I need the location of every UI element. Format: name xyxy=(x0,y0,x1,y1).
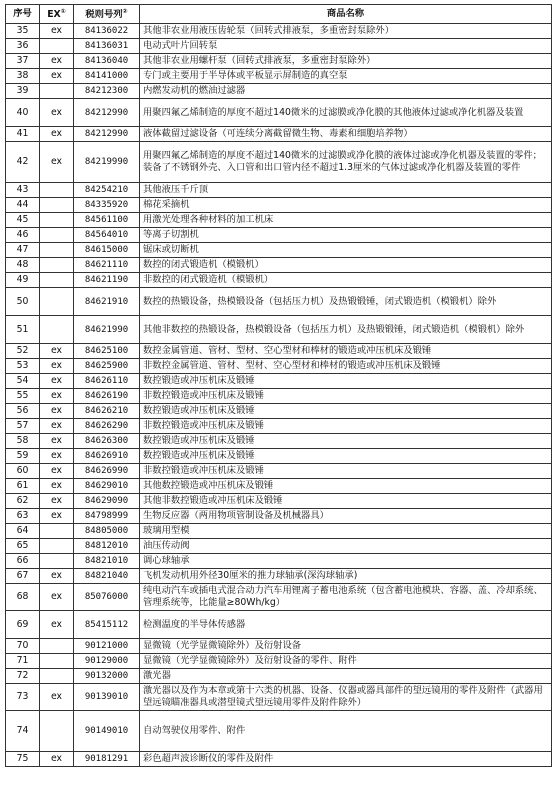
header-seq: 序号 xyxy=(6,5,40,24)
row-code: 84136022 xyxy=(74,24,140,39)
row-code: 90149010 xyxy=(74,711,140,752)
row-code: 90181291 xyxy=(74,752,140,767)
row-ex: ex xyxy=(40,449,74,464)
tariff-table-container xyxy=(5,4,551,767)
table-row xyxy=(6,752,552,767)
table-row xyxy=(6,711,552,752)
row-ex xyxy=(40,84,74,99)
row-name: 数控金属管道、管材、型材、空心型材和棒材的锻造或冲压机床及锻锤 xyxy=(140,344,552,359)
row-name: 数控锻造或冲压机床及锻锤 xyxy=(140,404,552,419)
row-ex xyxy=(40,243,74,258)
header-ex-footnote: ① xyxy=(60,8,66,16)
row-code: 90129000 xyxy=(74,654,140,669)
row-name: 用激光处理各种材料的加工机床 xyxy=(140,213,552,228)
table-row xyxy=(6,669,552,684)
row-ex: ex xyxy=(40,54,74,69)
row-ex xyxy=(40,213,74,228)
header-code: 税则号列② xyxy=(74,5,140,24)
table-row xyxy=(6,684,552,711)
row-ex: ex xyxy=(40,419,74,434)
row-seq: 45 xyxy=(6,213,40,228)
row-code: 84254210 xyxy=(74,183,140,198)
row-code: 84805000 xyxy=(74,524,140,539)
row-code: 90139010 xyxy=(74,684,140,711)
table-row xyxy=(6,213,552,228)
row-ex: ex xyxy=(40,359,74,374)
row-seq: 61 xyxy=(6,479,40,494)
row-ex xyxy=(40,316,74,344)
table-row xyxy=(6,127,552,142)
row-name: 其他非数控锻造或冲压机床及锻锤 xyxy=(140,494,552,509)
row-seq: 52 xyxy=(6,344,40,359)
row-name: 调心球轴承 xyxy=(140,554,552,569)
row-name: 数控锻造或冲压机床及锻锤 xyxy=(140,374,552,389)
row-name: 专门或主要用于半导体或平板显示屏制造的真空泵 xyxy=(140,69,552,84)
table-row xyxy=(6,273,552,288)
row-seq: 50 xyxy=(6,288,40,316)
row-seq: 35 xyxy=(6,24,40,39)
table-row xyxy=(6,554,552,569)
row-ex xyxy=(40,198,74,213)
row-ex: ex xyxy=(40,479,74,494)
row-seq: 62 xyxy=(6,494,40,509)
row-name: 电动式叶片回转泵 xyxy=(140,39,552,54)
row-ex: ex xyxy=(40,127,74,142)
row-ex: ex xyxy=(40,752,74,767)
row-seq: 38 xyxy=(6,69,40,84)
row-name: 其他非农业用液压齿轮泵（回转式排液泵，多重密封泵除外） xyxy=(140,24,552,39)
row-ex xyxy=(40,539,74,554)
row-code: 84821040 xyxy=(74,569,140,584)
row-seq: 49 xyxy=(6,273,40,288)
table-row xyxy=(6,524,552,539)
table-row xyxy=(6,449,552,464)
row-code: 84625900 xyxy=(74,359,140,374)
row-code: 84212300 xyxy=(74,84,140,99)
row-ex xyxy=(40,288,74,316)
row-code: 84812010 xyxy=(74,539,140,554)
row-code: 84821010 xyxy=(74,554,140,569)
row-name: 数控的热锻设备，热模锻设备（包括压力机）及热锻锻锤，闭式锻造机（模锻机）除外 xyxy=(140,288,552,316)
row-ex xyxy=(40,258,74,273)
row-ex xyxy=(40,183,74,198)
table-row xyxy=(6,258,552,273)
row-ex: ex xyxy=(40,611,74,639)
row-code: 84621110 xyxy=(74,258,140,273)
row-ex: ex xyxy=(40,464,74,479)
row-code: 85076000 xyxy=(74,584,140,611)
row-code: 84625100 xyxy=(74,344,140,359)
row-ex: ex xyxy=(40,584,74,611)
row-name: 其他非农业用螺杆泵（回转式排液泵，多重密封泵除外） xyxy=(140,54,552,69)
table-row xyxy=(6,494,552,509)
row-seq: 63 xyxy=(6,509,40,524)
row-seq: 57 xyxy=(6,419,40,434)
row-code: 84136031 xyxy=(74,39,140,54)
table-row xyxy=(6,479,552,494)
row-seq: 37 xyxy=(6,54,40,69)
row-code: 84136040 xyxy=(74,54,140,69)
row-name: 等离子切割机 xyxy=(140,228,552,243)
row-ex xyxy=(40,39,74,54)
row-seq: 40 xyxy=(6,99,40,127)
row-name: 非数控锻造或冲压机床及锻锤 xyxy=(140,464,552,479)
row-code: 84626290 xyxy=(74,419,140,434)
row-code: 84626110 xyxy=(74,374,140,389)
table-row xyxy=(6,198,552,213)
row-name: 非数控锻造或冲压机床及锻锤 xyxy=(140,419,552,434)
row-seq: 54 xyxy=(6,374,40,389)
row-seq: 51 xyxy=(6,316,40,344)
row-ex: ex xyxy=(40,99,74,127)
table-row xyxy=(6,434,552,449)
row-seq: 58 xyxy=(6,434,40,449)
row-code: 90121000 xyxy=(74,639,140,654)
row-ex: ex xyxy=(40,569,74,584)
table-row xyxy=(6,404,552,419)
tariff-table xyxy=(5,4,552,767)
row-name: 油压传动阀 xyxy=(140,539,552,554)
row-name: 飞机发动机用外径30厘米的推力球轴承(深沟球轴承) xyxy=(140,569,552,584)
row-name: 非数控的闭式锻造机（模锻机） xyxy=(140,273,552,288)
row-seq: 47 xyxy=(6,243,40,258)
row-code: 84629010 xyxy=(74,479,140,494)
row-seq: 69 xyxy=(6,611,40,639)
row-seq: 46 xyxy=(6,228,40,243)
row-name: 液体截留过滤设备（可连续分离截留微生物、毒素和细胞培养物） xyxy=(140,127,552,142)
row-ex: ex xyxy=(40,142,74,183)
row-code: 84212990 xyxy=(74,99,140,127)
row-name: 激光器以及作为本章或第十六类的机器、设备、仪器或器具部件的望远镜用的零件及附件（武器用望远镜瞄准器具或潜望镜式望远镜用零件及附件除外） xyxy=(140,684,552,711)
table-header-row xyxy=(6,5,552,24)
row-code: 84629090 xyxy=(74,494,140,509)
row-seq: 56 xyxy=(6,404,40,419)
row-seq: 42 xyxy=(6,142,40,183)
table-row xyxy=(6,288,552,316)
row-name: 其他非数控的热锻设备，热模锻设备（包括压力机）及热锻锻锤，闭式锻造机（模锻机）除外 xyxy=(140,316,552,344)
row-code: 84219990 xyxy=(74,142,140,183)
table-row xyxy=(6,389,552,404)
row-name: 激光器 xyxy=(140,669,552,684)
row-seq: 67 xyxy=(6,569,40,584)
row-code: 84564010 xyxy=(74,228,140,243)
row-ex: ex xyxy=(40,69,74,84)
row-seq: 41 xyxy=(6,127,40,142)
row-name: 用聚四氟乙烯制造的厚度不超过140微米的过滤膜或净化膜的其他液体过滤或净化机器及装置 xyxy=(140,99,552,127)
row-name: 非数控锻造或冲压机床及锻锤 xyxy=(140,389,552,404)
table-row xyxy=(6,374,552,389)
row-seq: 74 xyxy=(6,711,40,752)
row-ex: ex xyxy=(40,434,74,449)
row-code: 84626190 xyxy=(74,389,140,404)
row-seq: 59 xyxy=(6,449,40,464)
row-code: 84621910 xyxy=(74,288,140,316)
row-seq: 72 xyxy=(6,669,40,684)
row-ex xyxy=(40,669,74,684)
row-ex xyxy=(40,273,74,288)
row-code: 84561100 xyxy=(74,213,140,228)
table-row xyxy=(6,584,552,611)
row-ex xyxy=(40,654,74,669)
row-seq: 64 xyxy=(6,524,40,539)
table-row xyxy=(6,316,552,344)
table-row xyxy=(6,419,552,434)
row-code: 84621190 xyxy=(74,273,140,288)
row-ex xyxy=(40,711,74,752)
row-code: 84626300 xyxy=(74,434,140,449)
table-row xyxy=(6,39,552,54)
row-name: 棉花采摘机 xyxy=(140,198,552,213)
row-ex: ex xyxy=(40,389,74,404)
row-name: 非数控金属管道、管材、型材、空心型材和棒材的锻造或冲压机床及锻锤 xyxy=(140,359,552,374)
row-code: 84626990 xyxy=(74,464,140,479)
row-name: 数控锻造或冲压机床及锻锤 xyxy=(140,449,552,464)
row-ex: ex xyxy=(40,404,74,419)
row-name: 数控的闭式锻造机（模锻机） xyxy=(140,258,552,273)
row-code: 84621990 xyxy=(74,316,140,344)
table-row xyxy=(6,611,552,639)
row-ex: ex xyxy=(40,24,74,39)
row-name: 用聚四氟乙烯制造的厚度不超过140微米的过滤膜或净化膜的液体过滤或净化机器及装置的零件；装备了不锈钢外壳、入口管和出口管内径不超过1.3厘米的气体过滤或净化机器及装置的零件 xyxy=(140,142,552,183)
table-row xyxy=(6,84,552,99)
row-code: 84798999 xyxy=(74,509,140,524)
row-name: 显微镜（光学显微镜除外）及衍射设备的零件、附件 xyxy=(140,654,552,669)
row-ex: ex xyxy=(40,374,74,389)
header-name: 商品名称 xyxy=(140,5,552,24)
table-row xyxy=(6,54,552,69)
table-row xyxy=(6,24,552,39)
table-body xyxy=(6,24,552,767)
row-ex: ex xyxy=(40,344,74,359)
row-code: 84626910 xyxy=(74,449,140,464)
table-row xyxy=(6,639,552,654)
row-seq: 44 xyxy=(6,198,40,213)
row-name: 数控锻造或冲压机床及锻锤 xyxy=(140,434,552,449)
row-name: 显微镜（光学显微镜除外）及衍射设备 xyxy=(140,639,552,654)
row-seq: 75 xyxy=(6,752,40,767)
row-seq: 43 xyxy=(6,183,40,198)
row-name: 玻璃用型模 xyxy=(140,524,552,539)
table-row xyxy=(6,243,552,258)
row-seq: 48 xyxy=(6,258,40,273)
row-name: 内燃发动机的燃油过滤器 xyxy=(140,84,552,99)
row-code: 84626210 xyxy=(74,404,140,419)
row-seq: 55 xyxy=(6,389,40,404)
row-name: 其他数控锻造或冲压机床及锻锤 xyxy=(140,479,552,494)
table-row xyxy=(6,183,552,198)
row-name: 锯床或切断机 xyxy=(140,243,552,258)
row-seq: 60 xyxy=(6,464,40,479)
row-seq: 71 xyxy=(6,654,40,669)
row-name: 生物反应器（两用物项管制设备及机械器具） xyxy=(140,509,552,524)
header-code-footnote: ② xyxy=(122,8,128,16)
row-ex: ex xyxy=(40,684,74,711)
header-ex: EX① xyxy=(40,5,74,24)
table-row xyxy=(6,539,552,554)
row-seq: 53 xyxy=(6,359,40,374)
row-code: 90132000 xyxy=(74,669,140,684)
row-ex xyxy=(40,228,74,243)
row-ex xyxy=(40,554,74,569)
row-name: 彩色超声波诊断仪的零件及附件 xyxy=(140,752,552,767)
table-row xyxy=(6,228,552,243)
row-code: 84212990 xyxy=(74,127,140,142)
table-row xyxy=(6,654,552,669)
row-seq: 68 xyxy=(6,584,40,611)
row-ex xyxy=(40,524,74,539)
row-seq: 36 xyxy=(6,39,40,54)
table-row xyxy=(6,359,552,374)
row-code: 84141000 xyxy=(74,69,140,84)
row-seq: 70 xyxy=(6,639,40,654)
row-code: 84615000 xyxy=(74,243,140,258)
row-name: 检测温度的半导体传感器 xyxy=(140,611,552,639)
table-row xyxy=(6,69,552,84)
row-ex: ex xyxy=(40,494,74,509)
table-row xyxy=(6,569,552,584)
row-code: 84335920 xyxy=(74,198,140,213)
table-row xyxy=(6,344,552,359)
row-seq: 39 xyxy=(6,84,40,99)
row-name: 其他液压千斤顶 xyxy=(140,183,552,198)
row-ex: ex xyxy=(40,509,74,524)
row-ex xyxy=(40,639,74,654)
table-row xyxy=(6,509,552,524)
row-seq: 73 xyxy=(6,684,40,711)
row-name: 纯电动汽车或插电式混合动力汽车用锂离子蓄电池系统（包含蓄电池模块、容器、盖、冷却系统、管理系统等，比能量≥80Wh/kg） xyxy=(140,584,552,611)
table-row xyxy=(6,142,552,183)
row-seq: 66 xyxy=(6,554,40,569)
table-row xyxy=(6,99,552,127)
table-row xyxy=(6,464,552,479)
row-seq: 65 xyxy=(6,539,40,554)
row-code: 85415112 xyxy=(74,611,140,639)
row-name: 自动驾驶仪用零件、附件 xyxy=(140,711,552,752)
